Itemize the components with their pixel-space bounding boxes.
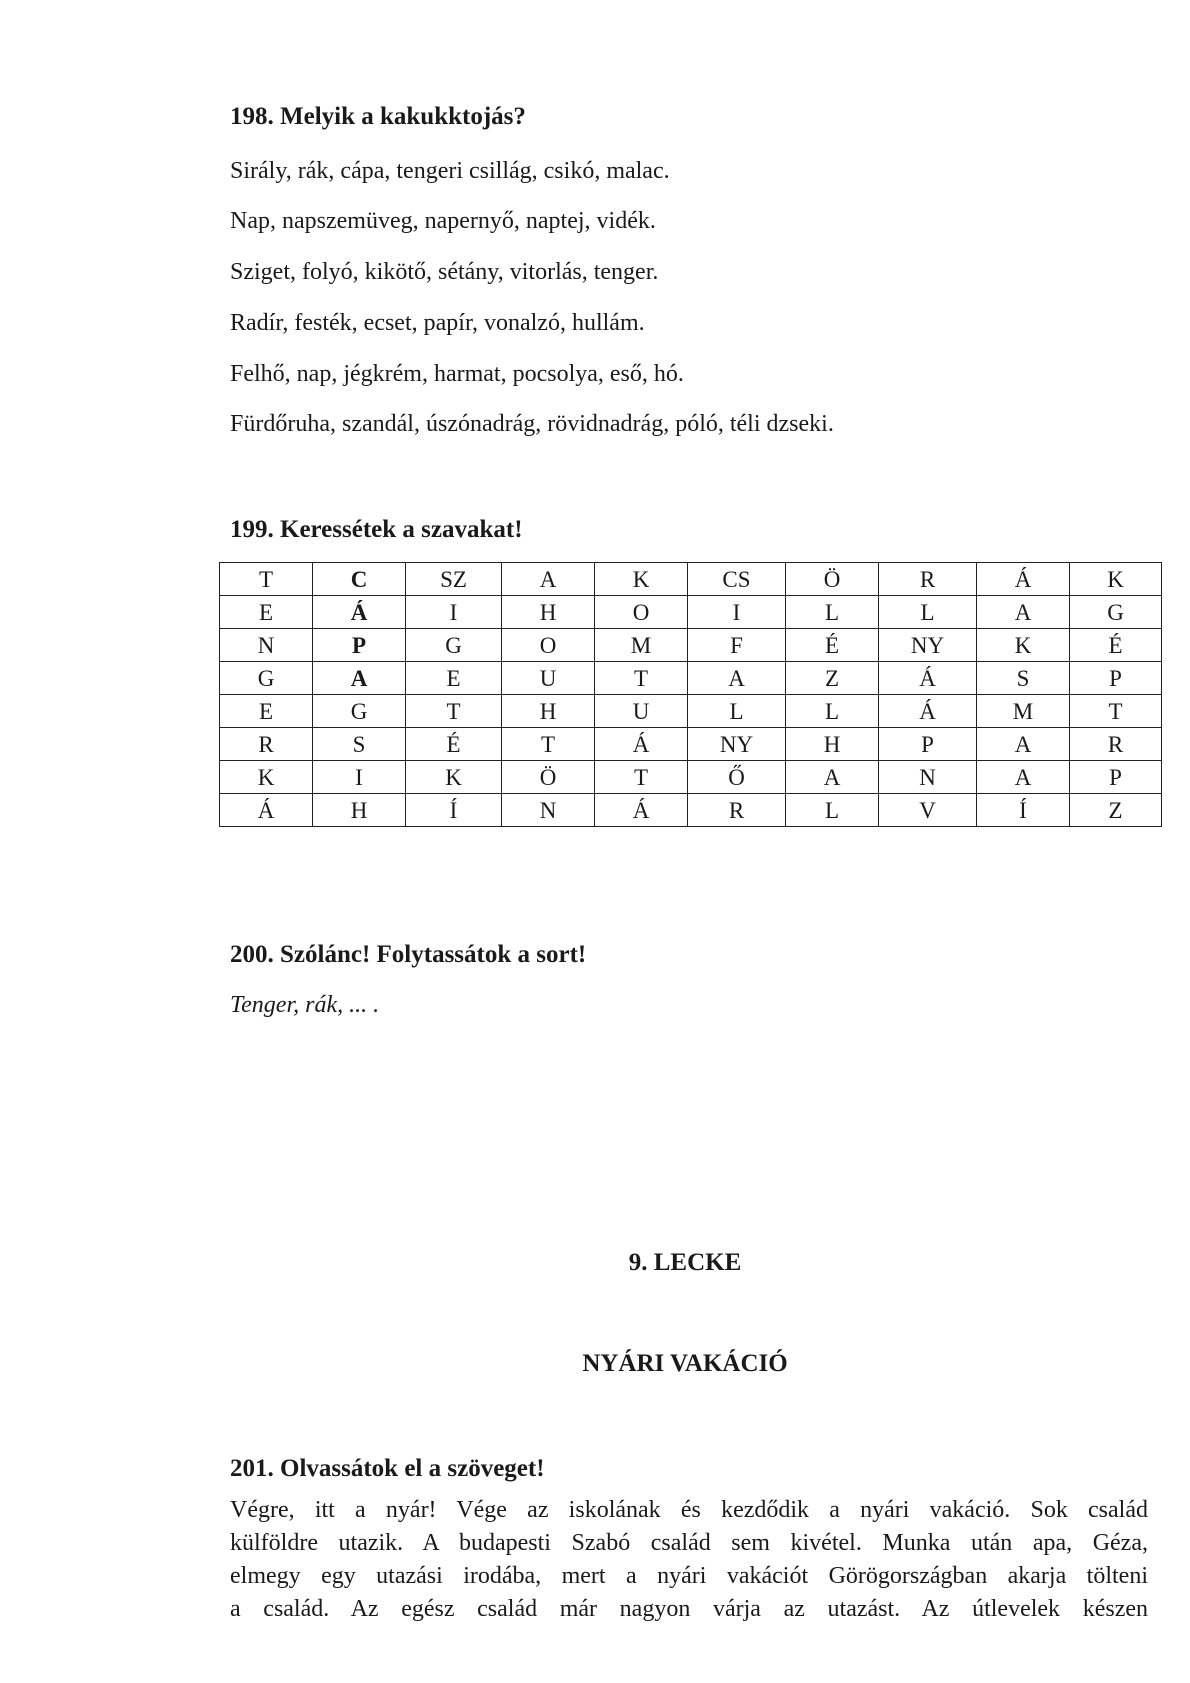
- grid-cell: L: [786, 596, 879, 629]
- grid-cell: G: [406, 629, 502, 662]
- grid-cell: O: [595, 596, 688, 629]
- grid-cell: E: [220, 695, 313, 728]
- grid-row: [220, 563, 1162, 596]
- grid-cell: A: [977, 761, 1070, 794]
- grid-cell: T: [595, 662, 688, 695]
- grid-cell: I: [406, 596, 502, 629]
- grid-cell: Á: [595, 728, 688, 761]
- grid-cell: P: [1070, 761, 1162, 794]
- grid-row: [220, 761, 1162, 794]
- grid-cell: SZ: [406, 563, 502, 596]
- grid-cell: P: [1070, 662, 1162, 695]
- reading-text-line: Végre, itt a nyár! Vége az iskolának és kezdődik a nyári vakáció. Sok család: [230, 1497, 1148, 1523]
- exercise-198-title: 198. Melyik a kakukktojás?: [230, 103, 526, 130]
- grid-cell: É: [786, 629, 879, 662]
- grid-cell: Z: [786, 662, 879, 695]
- grid-cell: CS: [688, 563, 786, 596]
- exercise-199-title: 199. Keressétek a szavakat!: [230, 516, 523, 543]
- grid-cell: G: [1070, 596, 1162, 629]
- grid-cell: F: [688, 629, 786, 662]
- grid-cell: K: [1070, 563, 1162, 596]
- grid-cell: A: [502, 563, 595, 596]
- grid-cell: U: [595, 695, 688, 728]
- grid-cell: K: [406, 761, 502, 794]
- grid-cell: Z: [1070, 794, 1162, 827]
- grid-row: [220, 629, 1162, 662]
- grid-cell: E: [220, 596, 313, 629]
- grid-cell: Ő: [688, 761, 786, 794]
- reading-text-line: a család. Az egész család már nagyon várja az utazást. Az útlevelek készen: [230, 1596, 1148, 1622]
- grid-cell: Í: [977, 794, 1070, 827]
- grid-cell: N: [879, 761, 977, 794]
- grid-cell: É: [1070, 629, 1162, 662]
- exercise-198-line: Radír, festék, ecset, papír, vonalzó, hullám.: [230, 310, 645, 336]
- grid-cell: H: [786, 728, 879, 761]
- grid-cell: T: [1070, 695, 1162, 728]
- grid-cell: É: [406, 728, 502, 761]
- grid-cell: K: [220, 761, 313, 794]
- grid-cell: O: [502, 629, 595, 662]
- exercise-200-text: Tenger, rák, ... .: [230, 992, 380, 1018]
- grid-cell: H: [502, 596, 595, 629]
- grid-cell: H: [502, 695, 595, 728]
- grid-cell: L: [879, 596, 977, 629]
- grid-row: [220, 695, 1162, 728]
- grid-cell: L: [688, 695, 786, 728]
- exercise-198-line: Nap, napszemüveg, napernyő, naptej, vidék.: [230, 208, 656, 234]
- grid-cell: N: [502, 794, 595, 827]
- grid-cell: P: [313, 629, 406, 662]
- grid-cell: Á: [977, 563, 1070, 596]
- grid-cell: G: [313, 695, 406, 728]
- grid-cell: R: [220, 728, 313, 761]
- grid-cell: G: [220, 662, 313, 695]
- grid-cell: M: [595, 629, 688, 662]
- grid-cell: R: [688, 794, 786, 827]
- grid-cell: I: [688, 596, 786, 629]
- exercise-198-line: Fürdőruha, szandál, úszónadrág, rövidnadrág, póló, téli dzseki.: [230, 411, 834, 437]
- grid-cell: S: [313, 728, 406, 761]
- grid-cell: R: [879, 563, 977, 596]
- reading-text: [230, 1494, 1148, 1626]
- grid-cell: Á: [879, 695, 977, 728]
- exercise-200-title: 200. Szólánc! Folytassátok a sort!: [230, 941, 587, 968]
- exercise-198-line: Felhő, nap, jégkrém, harmat, pocsolya, eső, hó.: [230, 361, 684, 387]
- grid-cell: Ö: [786, 563, 879, 596]
- grid-cell: U: [502, 662, 595, 695]
- grid-cell: K: [595, 563, 688, 596]
- grid-cell: Á: [879, 662, 977, 695]
- grid-cell: V: [879, 794, 977, 827]
- reading-text-line: elmegy egy utazási irodába, mert a nyári vakációt Görögországban akarja tölteni: [230, 1563, 1148, 1589]
- grid-row: [220, 662, 1162, 695]
- grid-cell: C: [313, 563, 406, 596]
- grid-cell: I: [313, 761, 406, 794]
- grid-cell: Á: [595, 794, 688, 827]
- grid-cell: M: [977, 695, 1070, 728]
- grid-row: [220, 794, 1162, 827]
- grid-cell: A: [977, 728, 1070, 761]
- grid-cell: H: [313, 794, 406, 827]
- exercise-198-line: Sirály, rák, cápa, tengeri csillág, csikó, malac.: [230, 158, 670, 184]
- grid-cell: T: [595, 761, 688, 794]
- grid-cell: S: [977, 662, 1070, 695]
- grid-cell: Í: [406, 794, 502, 827]
- grid-cell: NY: [688, 728, 786, 761]
- grid-cell: A: [688, 662, 786, 695]
- word-search-grid: [219, 562, 1162, 827]
- grid-cell: T: [220, 563, 313, 596]
- grid-cell: NY: [879, 629, 977, 662]
- grid-cell: Ö: [502, 761, 595, 794]
- grid-cell: L: [786, 794, 879, 827]
- exercise-201-title: 201. Olvassátok el a szöveget!: [230, 1455, 545, 1482]
- grid-row: [220, 596, 1162, 629]
- grid-cell: Á: [220, 794, 313, 827]
- grid-cell: A: [313, 662, 406, 695]
- exercise-198-line: Sziget, folyó, kikötő, sétány, vitorlás, tenger.: [230, 259, 659, 285]
- grid-cell: E: [406, 662, 502, 695]
- grid-cell: P: [879, 728, 977, 761]
- grid-cell: T: [406, 695, 502, 728]
- grid-cell: N: [220, 629, 313, 662]
- grid-cell: A: [786, 761, 879, 794]
- grid-cell: L: [786, 695, 879, 728]
- lesson-number: 9. LECKE: [628, 1249, 742, 1276]
- grid-row: [220, 728, 1162, 761]
- grid-cell: K: [977, 629, 1070, 662]
- grid-cell: Á: [313, 596, 406, 629]
- grid-cell: R: [1070, 728, 1162, 761]
- lesson-title: NYÁRI VAKÁCIÓ: [582, 1350, 788, 1377]
- grid-cell: T: [502, 728, 595, 761]
- grid-cell: A: [977, 596, 1070, 629]
- reading-text-line: külföldre utazik. A budapesti Szabó család sem kivétel. Munka után apa, Géza,: [230, 1530, 1148, 1556]
